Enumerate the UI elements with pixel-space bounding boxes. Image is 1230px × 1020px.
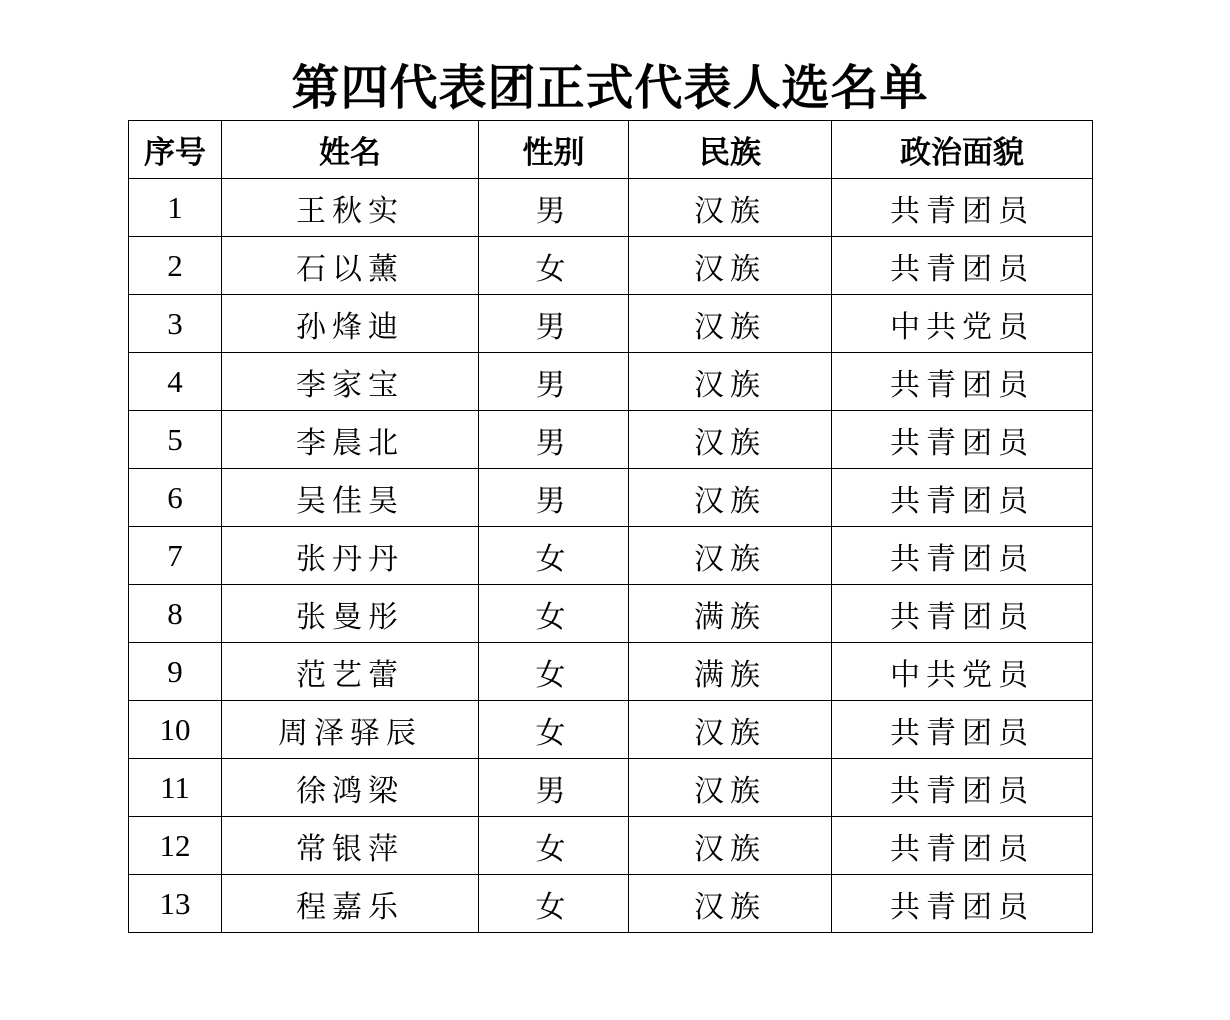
table-row — [129, 817, 1093, 875]
cell-gender: 男 — [479, 411, 629, 469]
roster-table — [128, 120, 1093, 933]
cell-ethnicity: 汉族 — [629, 295, 832, 353]
cell-ethnicity: 汉族 — [629, 237, 832, 295]
cell-ethnicity: 汉族 — [629, 759, 832, 817]
cell-ethnicity: 汉族 — [629, 353, 832, 411]
cell-name: 张曼彤 — [222, 585, 479, 643]
cell-political-status: 共青团员 — [832, 527, 1093, 585]
header-ethnicity: 民族 — [629, 121, 832, 179]
cell-index: 12 — [129, 817, 222, 875]
cell-name: 张丹丹 — [222, 527, 479, 585]
cell-name: 李晨北 — [222, 411, 479, 469]
cell-political-status: 共青团员 — [832, 469, 1093, 527]
cell-gender: 女 — [479, 875, 629, 933]
document-title: 第四代表团正式代表人选名单 — [291, 60, 929, 116]
cell-gender: 男 — [479, 759, 629, 817]
cell-index: 5 — [129, 411, 222, 469]
table-row — [129, 469, 1093, 527]
table-row — [129, 643, 1093, 701]
cell-gender: 男 — [479, 295, 629, 353]
cell-index: 4 — [129, 353, 222, 411]
header-index: 序号 — [129, 121, 222, 179]
cell-name: 程嘉乐 — [222, 875, 479, 933]
cell-index: 7 — [129, 527, 222, 585]
cell-ethnicity: 汉族 — [629, 817, 832, 875]
cell-name: 吴佳昊 — [222, 469, 479, 527]
cell-index: 10 — [129, 701, 222, 759]
cell-index: 2 — [129, 237, 222, 295]
table-row — [129, 701, 1093, 759]
table-row — [129, 759, 1093, 817]
cell-index: 11 — [129, 759, 222, 817]
cell-index: 6 — [129, 469, 222, 527]
cell-political-status: 共青团员 — [832, 585, 1093, 643]
cell-ethnicity: 汉族 — [629, 527, 832, 585]
cell-gender: 女 — [479, 237, 629, 295]
cell-name: 李家宝 — [222, 353, 479, 411]
cell-index: 3 — [129, 295, 222, 353]
table-header — [129, 121, 1093, 179]
table-row — [129, 527, 1093, 585]
table-row — [129, 295, 1093, 353]
cell-ethnicity: 汉族 — [629, 179, 832, 237]
cell-gender: 女 — [479, 643, 629, 701]
cell-political-status: 共青团员 — [832, 237, 1093, 295]
table-row — [129, 411, 1093, 469]
cell-name: 徐鸿梁 — [222, 759, 479, 817]
cell-gender: 男 — [479, 179, 629, 237]
cell-ethnicity: 汉族 — [629, 701, 832, 759]
cell-name: 石以薰 — [222, 237, 479, 295]
cell-gender: 女 — [479, 817, 629, 875]
cell-political-status: 共青团员 — [832, 411, 1093, 469]
cell-name: 范艺蕾 — [222, 643, 479, 701]
cell-gender: 女 — [479, 701, 629, 759]
header-name: 姓名 — [222, 121, 479, 179]
table-row — [129, 353, 1093, 411]
cell-index: 8 — [129, 585, 222, 643]
cell-ethnicity: 汉族 — [629, 411, 832, 469]
cell-political-status: 中共党员 — [832, 643, 1093, 701]
cell-index: 13 — [129, 875, 222, 933]
table-row — [129, 875, 1093, 933]
cell-name: 周泽驿辰 — [222, 701, 479, 759]
cell-political-status: 共青团员 — [832, 759, 1093, 817]
header-political-status: 政治面貌 — [832, 121, 1093, 179]
cell-name: 常银萍 — [222, 817, 479, 875]
cell-gender: 男 — [479, 469, 629, 527]
table-body — [129, 179, 1093, 933]
cell-gender: 女 — [479, 527, 629, 585]
cell-political-status: 共青团员 — [832, 353, 1093, 411]
cell-political-status: 中共党员 — [832, 295, 1093, 353]
cell-index: 1 — [129, 179, 222, 237]
cell-ethnicity: 满族 — [629, 643, 832, 701]
header-gender: 性别 — [479, 121, 629, 179]
cell-ethnicity: 满族 — [629, 585, 832, 643]
table-row — [129, 585, 1093, 643]
cell-name: 王秋实 — [222, 179, 479, 237]
cell-gender: 女 — [479, 585, 629, 643]
cell-index: 9 — [129, 643, 222, 701]
table-row — [129, 179, 1093, 237]
table-row — [129, 237, 1093, 295]
cell-ethnicity: 汉族 — [629, 875, 832, 933]
cell-political-status: 共青团员 — [832, 701, 1093, 759]
cell-gender: 男 — [479, 353, 629, 411]
cell-political-status: 共青团员 — [832, 179, 1093, 237]
cell-ethnicity: 汉族 — [629, 469, 832, 527]
header-row — [129, 121, 1093, 179]
cell-political-status: 共青团员 — [832, 875, 1093, 933]
cell-name: 孙烽迪 — [222, 295, 479, 353]
cell-political-status: 共青团员 — [832, 817, 1093, 875]
